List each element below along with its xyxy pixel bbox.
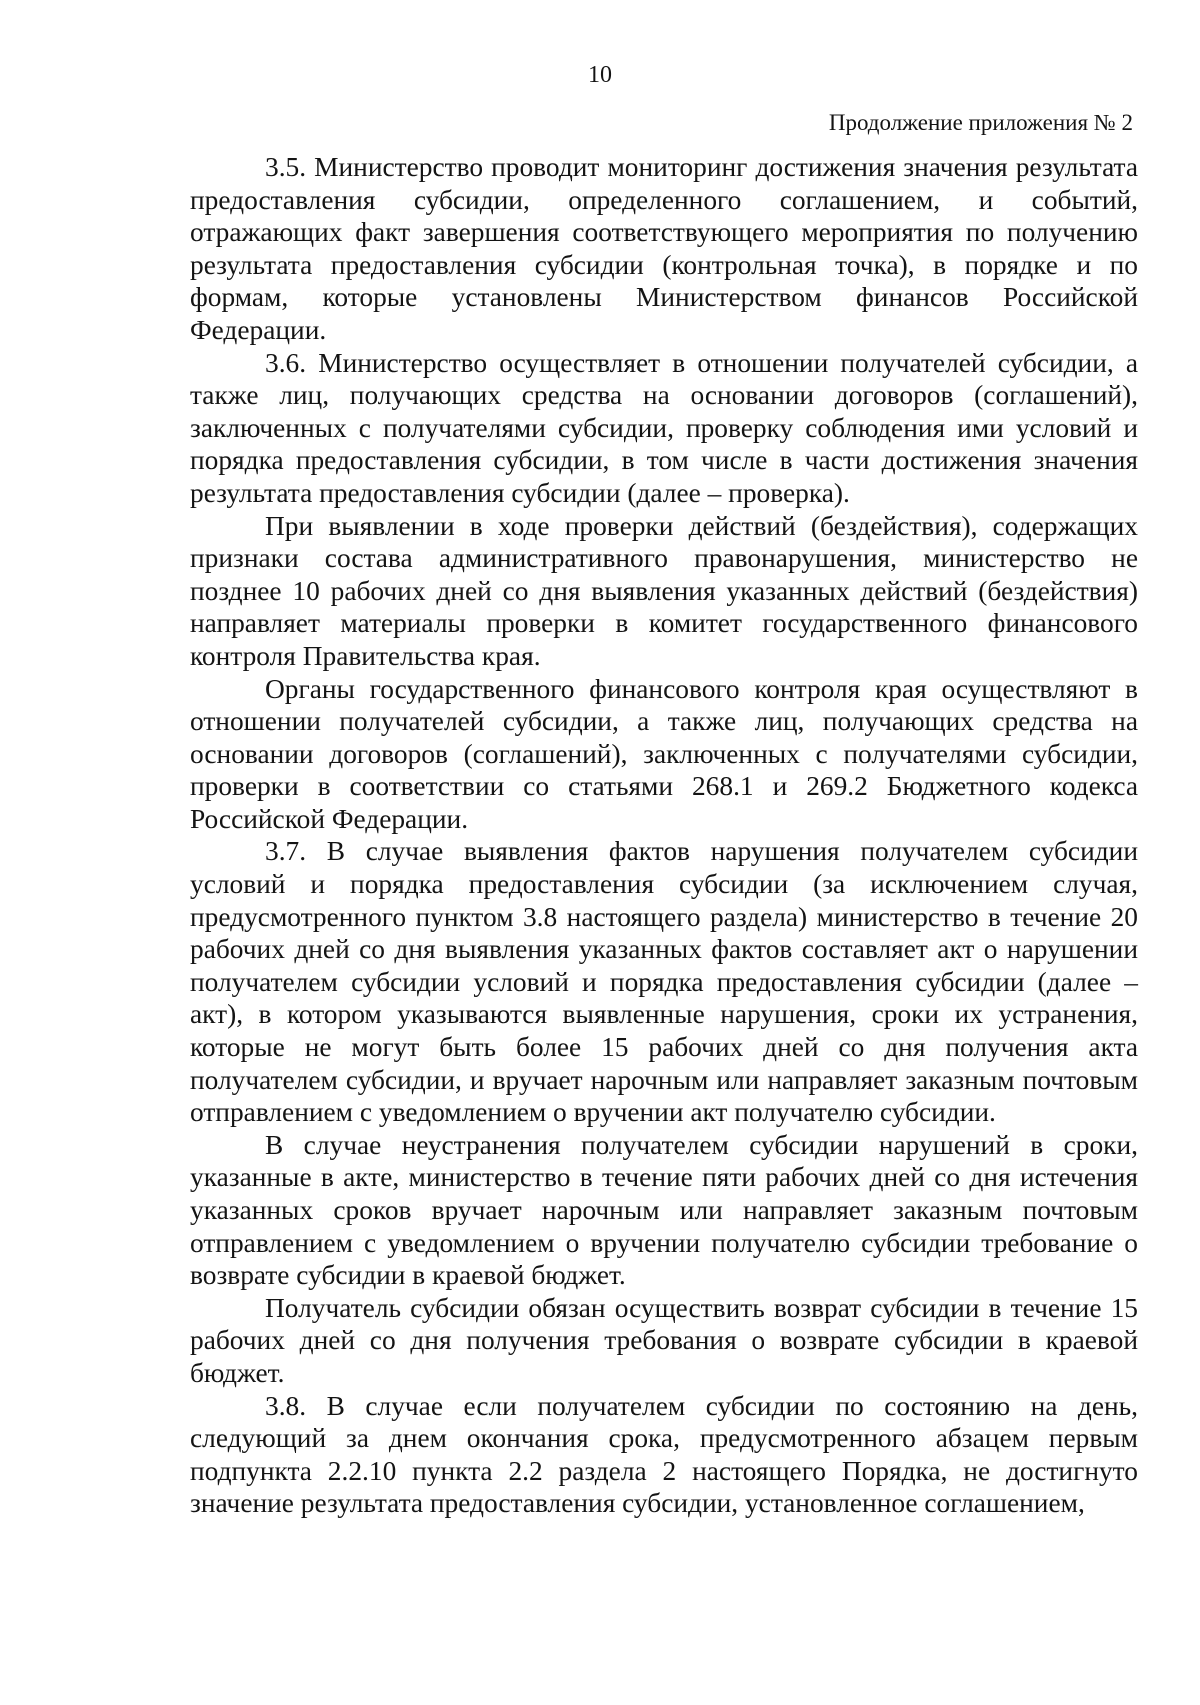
page-number: 10 xyxy=(588,62,612,88)
appendix-continuation-note: Продолжение приложения № 2 xyxy=(828,110,1133,135)
paragraph-3-7-refund: Получатель субсидии обязан осуществить возврат субсидии в течение 15 рабочих дней со дня получения требования о возврате субсидии в краевой бюджет. xyxy=(190,1292,1138,1388)
document-body xyxy=(190,151,1138,1520)
paragraph-3-6-violations: При выявлении в ходе проверки действий (бездействия), содержащих признаки состава административного правонарушения, министерство не позднее 10 рабочих дней со дня выявления указанных действий (бездействия) направляет материалы проверки в комитет государственного финансового контроля Правительства края. xyxy=(190,510,1138,671)
paragraph-3-7-non-elimination: В случае неустранения получателем субсидии нарушений в сроки, указанные в акте, министерство в течение пяти рабочих дней со дня истечения указанных сроков вручает нарочным или направляет заказным почтовым отправлением с уведомлением о вручении получателю субсидии требование о возврате субсидии в краевой бюджет. xyxy=(190,1129,1138,1291)
paragraph-3-8: 3.8. В случае если получателем субсидии по состоянию на день, следующий за днем окончания срока, предусмотренного абзацем первым подпункта 2.2.10 пункта 2.2 раздела 2 настоящего Порядка, не достигнуто значение результата предоставления субсидии, установленное соглашением, xyxy=(190,1390,1138,1519)
paragraph-3-6-control-bodies: Органы государственного финансового контроля края осуществляют в отношении получателей субсидии, а также лиц, получающих средства на основании договоров (соглашений), заключенных с получателями субсидии, проверки в соответствии со статьями 268.1 и 269.2 Бюджетного кодекса Российской Федерации. xyxy=(190,673,1138,834)
paragraph-3-5: 3.5. Министерство проводит мониторинг достижения значения результата предоставления субсидии, определенного соглашением, и событий, отражающих факт завершения соответствующего мероприятия по получению результата предоставления субсидии (контрольная точка), в порядке и по формам, которые установлены Министерством финансов Российской Федерации. xyxy=(190,152,1138,345)
paragraph-3-6: 3.6. Министерство осуществляет в отношении получателей субсидии, а также лиц, получающих средства на основании договоров (соглашений), заключенных с получателями субсидии, проверку соблюдения ими условий и порядка предоставления субсидии, в том числе в части достижения значения результата предоставления субсидии (далее – проверка). xyxy=(190,347,1138,508)
paragraph-3-7: 3.7. В случае выявления фактов нарушения получателем субсидии условий и порядка предоставления субсидии (за исключением случая, предусмотренного пунктом 3.8 настоящего раздела) министерство в течение 20 рабочих дней со дня выявления указанных фактов составляет акт о нарушении получателем субсидии условий и порядка предоставления субсидии (далее – акт), в котором указываются выявленные нарушения, сроки их устранения, которые не могут быть более 15 рабочих дней со дня получения акта получателем субсидии, и вручает нарочным или направляет заказным почтовым отправлением с уведомлением о вручении акт получателю субсидии. xyxy=(190,836,1138,1128)
